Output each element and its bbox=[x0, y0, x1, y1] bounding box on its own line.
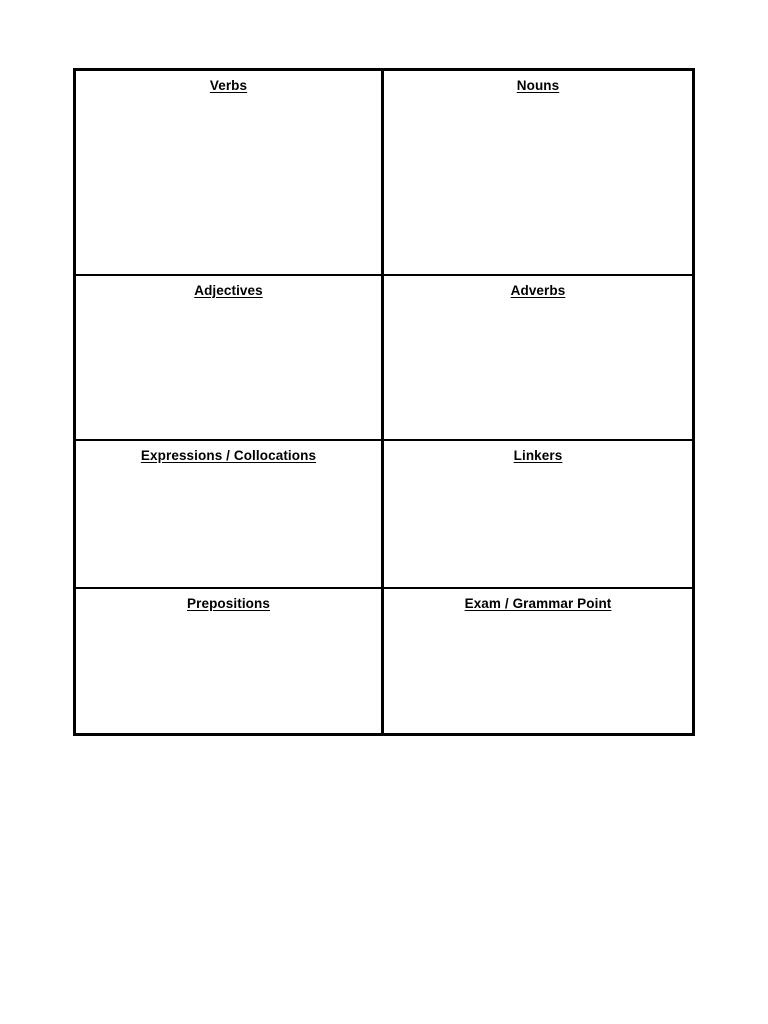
cell-heading: Expressions / Collocations bbox=[140, 448, 317, 463]
cell-heading: Exam / Grammar Point bbox=[464, 596, 612, 611]
cell-adverbs bbox=[384, 276, 692, 441]
cell-heading: Verbs bbox=[209, 78, 248, 93]
cell-adjectives bbox=[76, 276, 384, 441]
cell-prepositions bbox=[76, 589, 384, 733]
cell-heading: Nouns bbox=[516, 78, 560, 93]
cell-heading: Adverbs bbox=[510, 283, 566, 298]
vocabulary-table bbox=[73, 68, 695, 736]
cell-heading: Prepositions bbox=[187, 596, 270, 611]
cell-nouns bbox=[384, 71, 692, 276]
cell-exam-grammar-point bbox=[384, 589, 692, 733]
cell-linkers bbox=[384, 441, 692, 589]
cell-heading: Linkers bbox=[513, 448, 563, 463]
cell-heading: Adjectives bbox=[194, 283, 263, 298]
cell-expressions-collocations bbox=[76, 441, 384, 589]
cell-verbs bbox=[76, 71, 384, 276]
